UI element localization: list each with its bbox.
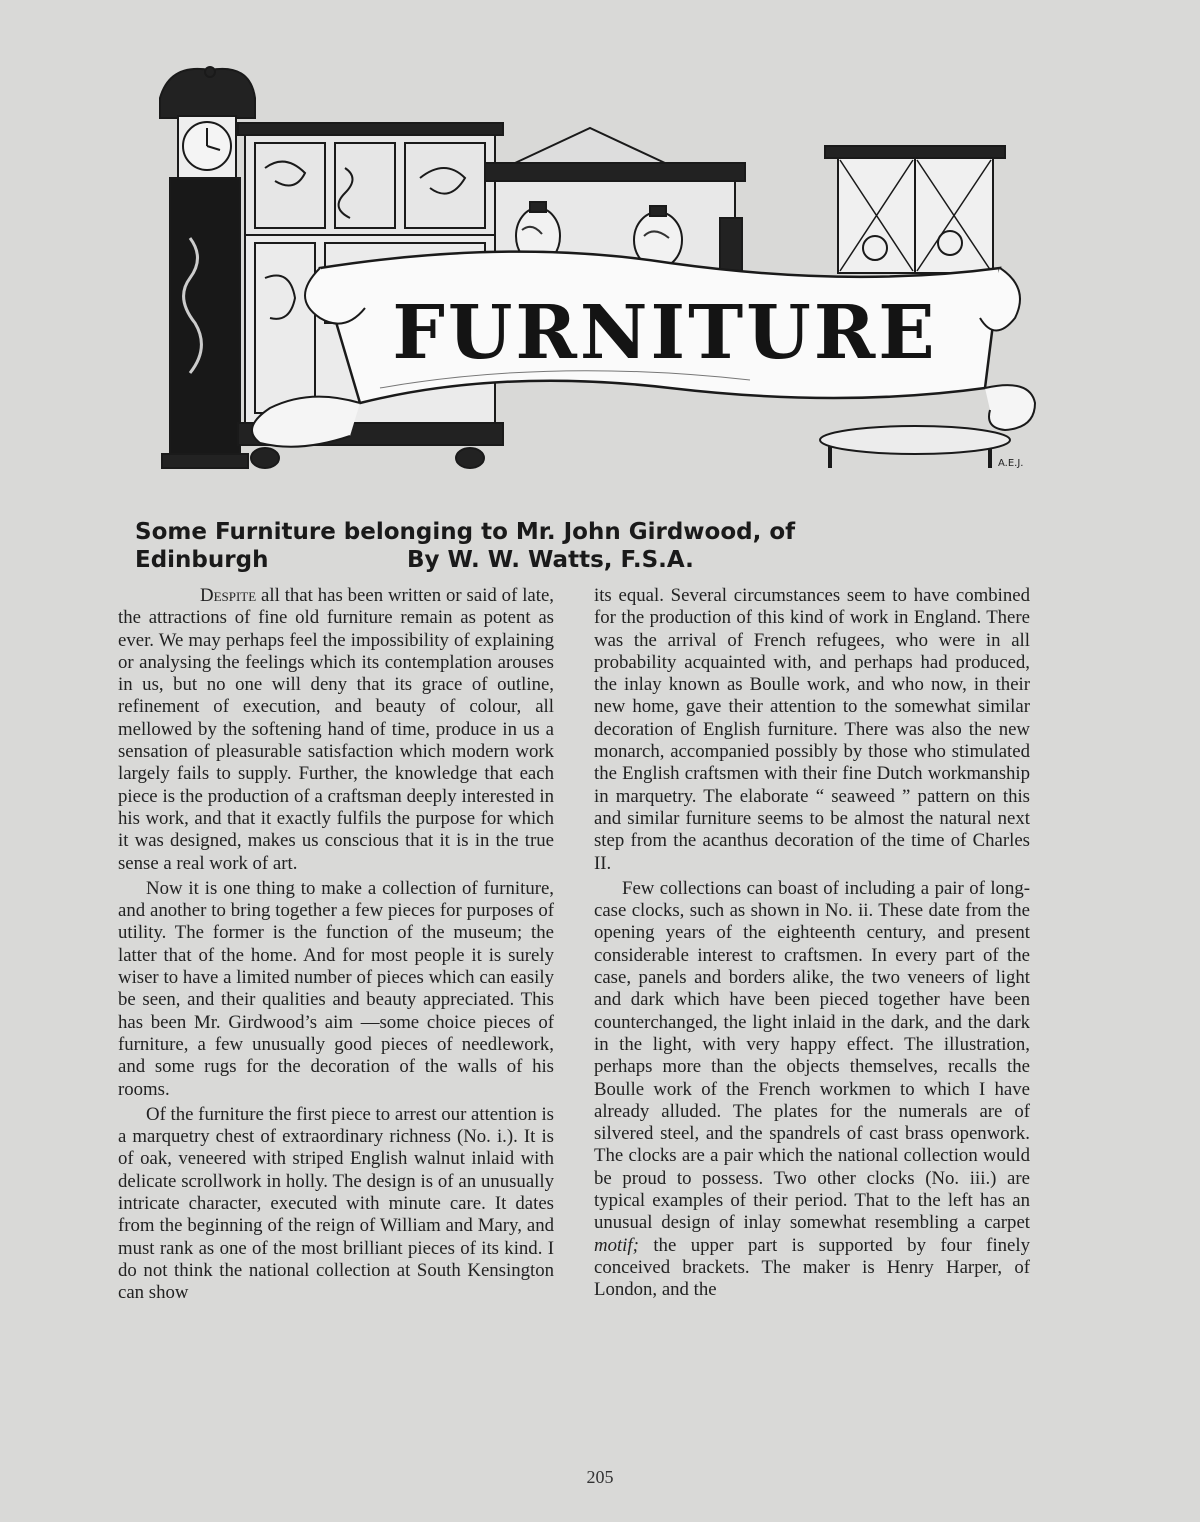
article-heading [135,518,935,574]
paragraph-continued: its equal. Several circumstances seem to have combined for the production of this kind of work in England. There was the arrival of French refugees, who were in all probability acquainted with, and perhaps had produced, the inlay known as Boulle work, and who now, in their new home, gave their attention to the somewhat similar decoration of English furniture. There was also the new monarch, accompanied possibly by those who stimulated the English craftsmen with their fine Dutch workmanship in marquetry. The elaborate “ seaweed ” pattern on this and similar furniture seems to be almost the natural next step from the acanthus decoration of the time of Charles II. [594,585,1030,874]
article-title-city: Edinburgh [135,547,269,573]
furniture-banner-illustration [150,58,1050,498]
article-title: Some Furniture belonging to Mr. John Girdwood, of [135,519,796,545]
paragraph-text: Few collections can boast of including a pair of long-case clocks, such as shown in No. ii. These date from the opening years of the eighteenth century, and present considerable interest to craftsmen. In every part of the case, panels and borders alike, the two veneers of light and dark which have been pieced together have been counterchanged, the light inlaid in the dark, and the dark in the light, with very happy effect. The illustration, perhaps more than the objects themselves, recalls the Boulle work of the French workmen to which I have already alluded. The plates for the numerals are of silvered steel, and the spandrels of cast brass openwork. The clocks are a pair which the national collection would be proud to possess. Two other clocks (No. iii.) are typical examples of their period. That to the left has an unusual design of inlay somewhat resembling a carpet [594,877,1030,1234]
paragraph-collection: Now it is one thing to make a collection of furniture, and another to bring together a few pieces for purposes of utility. The former is the function of the museum; the latter that of the home. And for most people it is surely wiser to have a limited number of pieces which can easily be seen, and their qualities and beauty appreciated. This has been Mr. Girdwood’s aim —some choice pieces of furniture, a few unusually good pieces of needlework, and some rugs for the decoration of the walls of his rooms. [118,877,554,1100]
paragraph-despite [118,585,554,875]
artist-monogram: A.E.J. [998,458,1024,469]
page-number: 205 [586,1467,614,1487]
article-byline: By W. W. Watts, F.S.A. [407,547,694,573]
banner-title: FURNITURE [392,290,938,376]
paragraph-text-end: the upper part is supported by four finely conceived brackets. The maker is Henry Harper, of London, and the [594,1234,1030,1301]
paragraph-marquetry-chest: Of the furniture the first piece to arrest our attention is a marquetry chest of extraordinary richness (No. i.). It is of oak, veneered with striped English walnut inlaid with delicate scrollwork in holly. The design is of an unusually intricate character, executed with minute care. It dates from the beginning of the reign of William and Mary, and must rank as one of the most brilliant pieces of its kind. I do not think the national collection at South Kensington can show [118,1103,554,1304]
paragraph-long-case-clocks [594,878,1030,1302]
italic-motif: motif; [594,1234,639,1256]
opening-word: Despite [200,585,257,606]
right-text-column [594,585,1030,1302]
left-text-column [118,585,554,1305]
paragraph-text: all that has been written or said of late, the attractions of fine old furniture remain as potent as ever. We may perhaps feel the impossibility of explaining or analysing the feelings which its contemplation arouses in us, but no one will deny that its grace of outline, refinement of execution, and beauty of colour, all mellowed by the softening hand of time, produce in us a sensation of pleasurable satisfaction which modern work largely fails to supply. Further, the knowledge that each piece is the production of a craftsman deeply interested in his work, and that it exactly fulfils the purpose for which it was designed, makes us conscious that it is in the true sense a real work of art. [118,585,554,874]
